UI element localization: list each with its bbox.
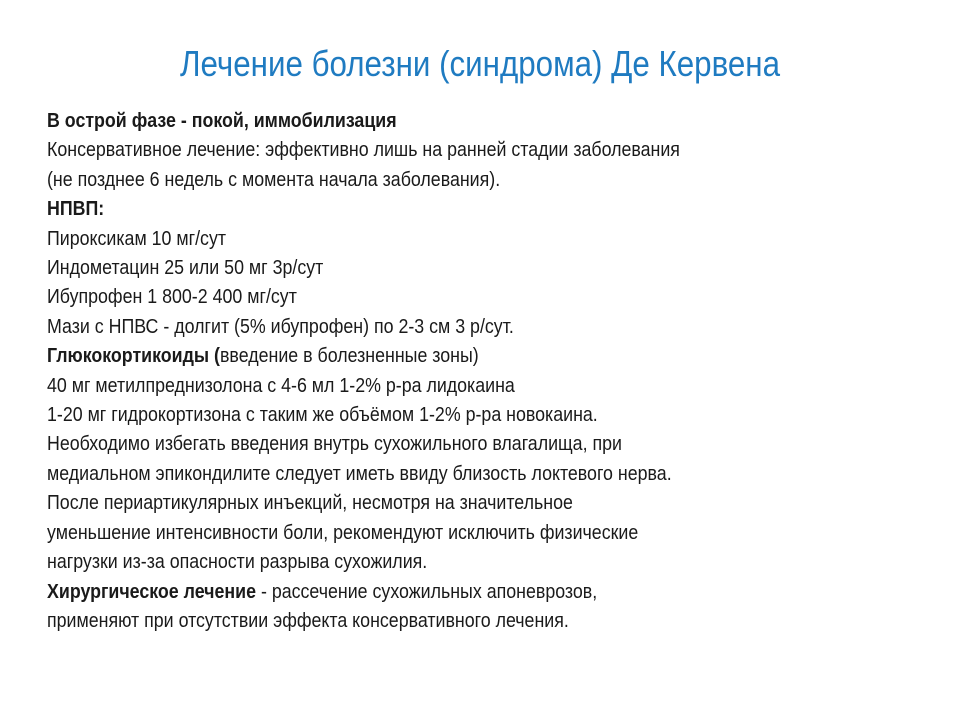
indomethacin-line: Индометацин 25 или 50 мг 3р/сут bbox=[47, 257, 324, 280]
injection-warning-line-1: Необходимо избегать введения внутрь сухожильного влагалища, при bbox=[47, 433, 622, 456]
methylprednisolone-line: 40 мг метилпреднизолона с 4-6 мл 1-2% р-ра лидокаина bbox=[47, 374, 515, 397]
acute-phase-line: В острой фазе - покой, иммобилизация bbox=[47, 110, 397, 132]
glucocorticoids-note: введение в болезненные зоны) bbox=[219, 345, 479, 368]
glucocorticoids-line bbox=[47, 342, 848, 371]
conservative-treatment-line: Консервативное лечение: эффективно лишь на ранней стадии заболевания bbox=[47, 139, 680, 162]
nsaid-heading: НПВП: bbox=[47, 198, 105, 221]
injection-warning-line-2: медиальном эпикондилите следует иметь ввиду близость локтевого нерва. bbox=[47, 462, 672, 485]
glucocorticoids-heading: Глюкокортикоиды ( bbox=[47, 345, 220, 368]
surgical-treatment-note: - рассечение сухожильных апоневрозов, bbox=[255, 580, 598, 603]
slide-title: Лечение болезни (синдрома) Де Кервена bbox=[179, 43, 781, 84]
ointments-line: Мази с НПВС - долгит (5% ибупрофен) по 2-3 см 3 р/сут. bbox=[47, 315, 514, 338]
surgical-treatment-indication: применяют при отсутствии эффекта консервативного лечения. bbox=[47, 609, 569, 632]
ibuprofen-line: Ибупрофен 1 800-2 400 мг/сут bbox=[47, 286, 297, 309]
surgical-treatment-heading: Хирургическое лечение bbox=[47, 580, 256, 603]
piroxicam-line: Пироксикам 10 мг/сут bbox=[47, 227, 227, 250]
post-injection-line-1: После периартикулярных инъекций, несмотря на значительное bbox=[47, 492, 573, 515]
slide-body bbox=[47, 107, 947, 636]
post-injection-line-3: нагрузки из-за опасности разрыва сухожилия. bbox=[47, 551, 428, 574]
surgical-treatment-line bbox=[47, 578, 848, 607]
hydrocortisone-line: 1-20 мг гидрокортизона с таким же объёмом 1-2% р-ра новокаина. bbox=[47, 404, 598, 427]
conservative-treatment-note: (не позднее 6 недель с момента начала заболевания). bbox=[47, 168, 501, 191]
post-injection-line-2: уменьшение интенсивности боли, рекомендуют исключить физические bbox=[47, 521, 639, 544]
